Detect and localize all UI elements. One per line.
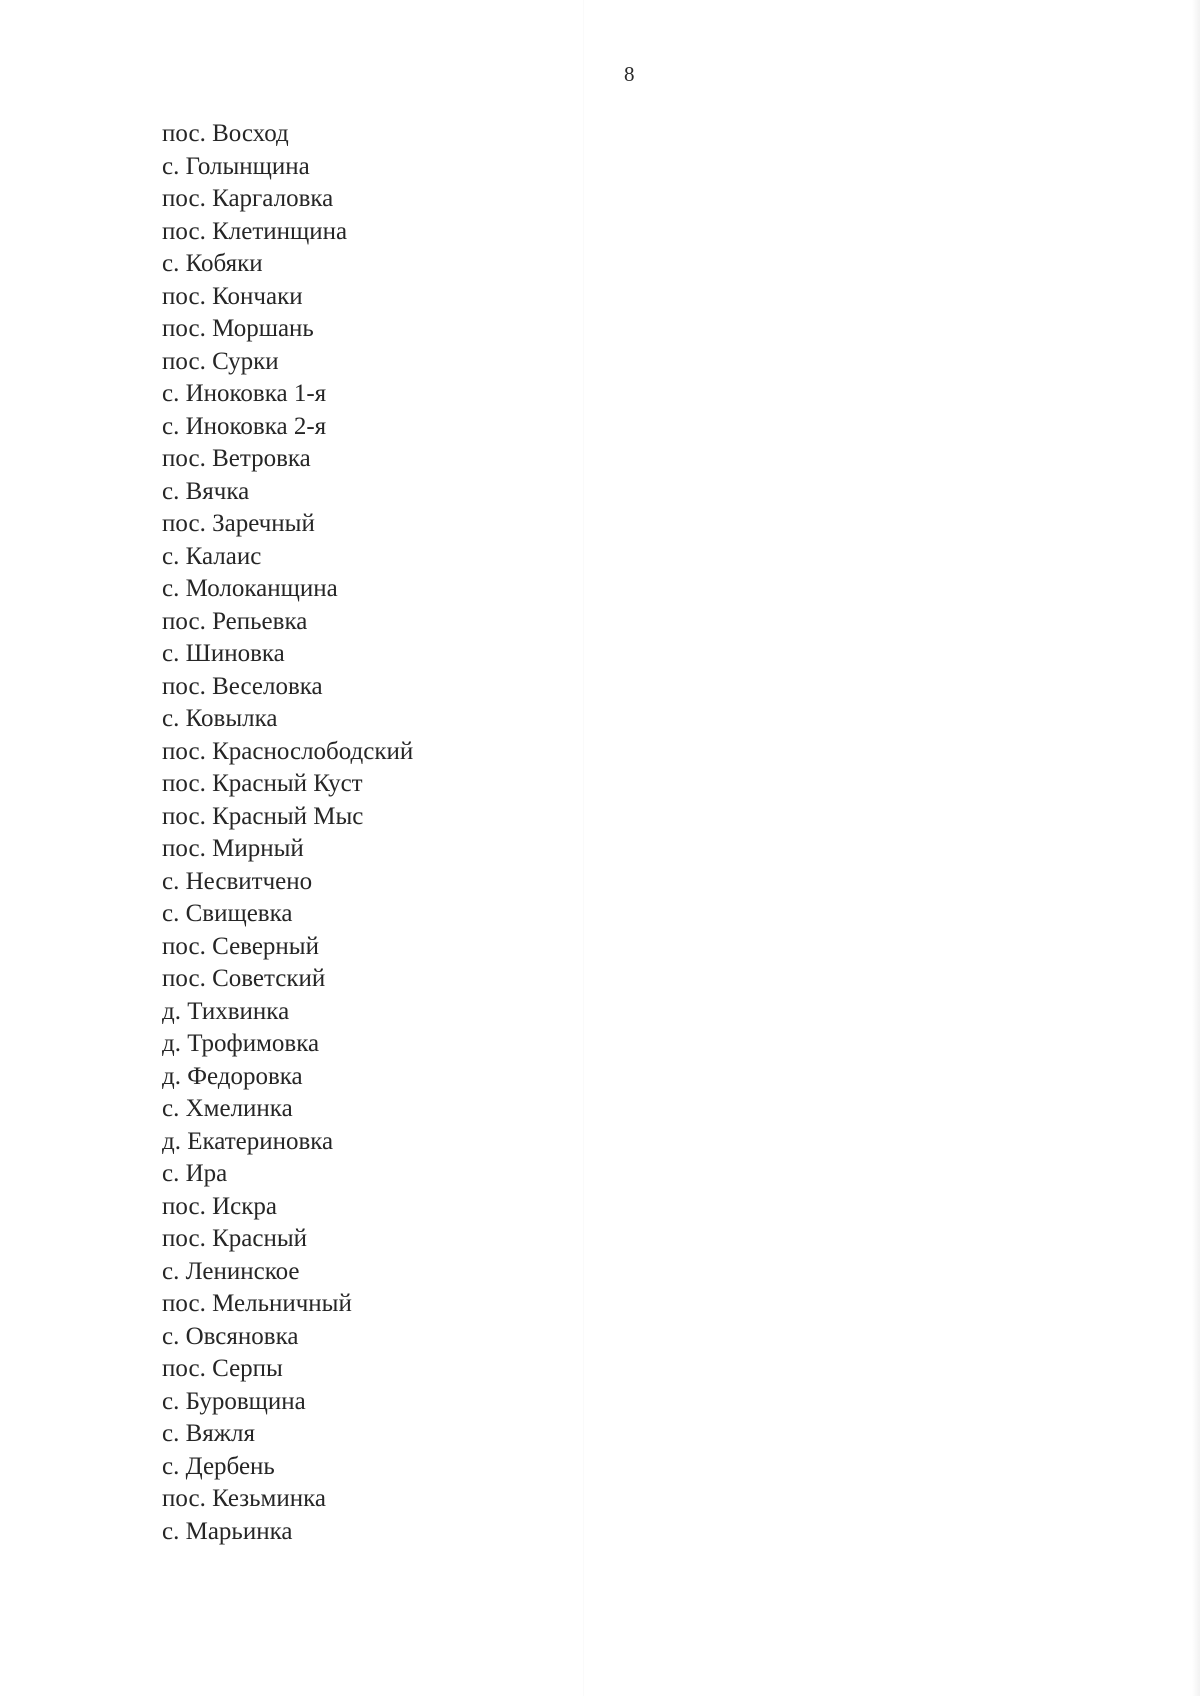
settlement-item: с. Калаис — [162, 542, 262, 570]
settlement-item: с. Голынщина — [162, 152, 310, 180]
scan-edge-shadow — [1192, 0, 1200, 1696]
settlement-item: пос. Сурки — [162, 347, 279, 375]
settlement-item: пос. Кезьминка — [162, 1485, 326, 1512]
settlement-item: с. Хмелинка — [162, 1095, 293, 1122]
settlement-item: с. Кобяки — [162, 250, 263, 277]
settlement-item: пос. Клетинщина — [162, 217, 348, 245]
settlement-item: пос. Каргаловка — [162, 185, 334, 212]
settlement-item: с. Овсяновка — [162, 1322, 299, 1350]
settlement-item: д. Тихвинка — [162, 997, 290, 1025]
settlement-item: с. Иноковка 1-я — [162, 380, 327, 407]
settlement-item: с. Вяжля — [162, 1420, 256, 1447]
settlement-item: пос. Красный — [162, 1225, 308, 1252]
settlement-item: пос. Советский — [162, 965, 326, 992]
settlement-item: д. Трофимовка — [162, 1030, 320, 1057]
settlement-item: с. Вячка — [162, 477, 250, 505]
page-number: 8 — [624, 62, 635, 86]
settlement-item: пос. Кончаки — [162, 282, 303, 310]
settlement-item: с. Свищевка — [162, 900, 293, 927]
settlement-item: с. Ира — [162, 1160, 228, 1187]
settlement-item: с. Ленинское — [162, 1257, 300, 1285]
settlement-list — [162, 118, 413, 1548]
settlement-item: с. Молоканщина — [162, 575, 338, 602]
settlement-item: с. Дербень — [162, 1452, 275, 1480]
settlement-item: пос. Веселовка — [162, 672, 323, 700]
settlement-item: пос. Мирный — [162, 835, 304, 862]
settlement-item: пос. Красный Мыс — [162, 802, 364, 830]
settlement-item: пос. Мельничный — [162, 1290, 352, 1317]
settlement-item: с. Марьинка — [162, 1517, 293, 1545]
settlement-item: д. Екатериновка — [162, 1127, 334, 1155]
settlement-item: пос. Северный — [162, 932, 319, 960]
settlement-item: с. Шиновка — [162, 640, 285, 667]
settlement-item: с. Несвитчено — [162, 867, 313, 895]
settlement-item: пос. Моршань — [162, 315, 314, 342]
scan-fold-line — [583, 0, 584, 1696]
settlement-item: с. Ковылка — [162, 705, 278, 732]
settlement-item: с. Иноковка 2-я — [162, 412, 327, 440]
settlement-item: пос. Репьевка — [162, 607, 308, 635]
settlement-item: д. Федоровка — [162, 1062, 303, 1090]
settlement-item: пос. Заречный — [162, 510, 315, 537]
settlement-item: с. Буровщина — [162, 1387, 306, 1415]
settlement-item: пос. Искра — [162, 1192, 277, 1220]
settlement-item: пос. Красный Куст — [162, 770, 363, 797]
settlement-item: пос. Ветровка — [162, 445, 311, 472]
settlement-item: пос. Восход — [162, 120, 289, 147]
settlement-item: пос. Краснослободский — [162, 737, 414, 765]
settlement-item: пос. Серпы — [162, 1355, 283, 1382]
